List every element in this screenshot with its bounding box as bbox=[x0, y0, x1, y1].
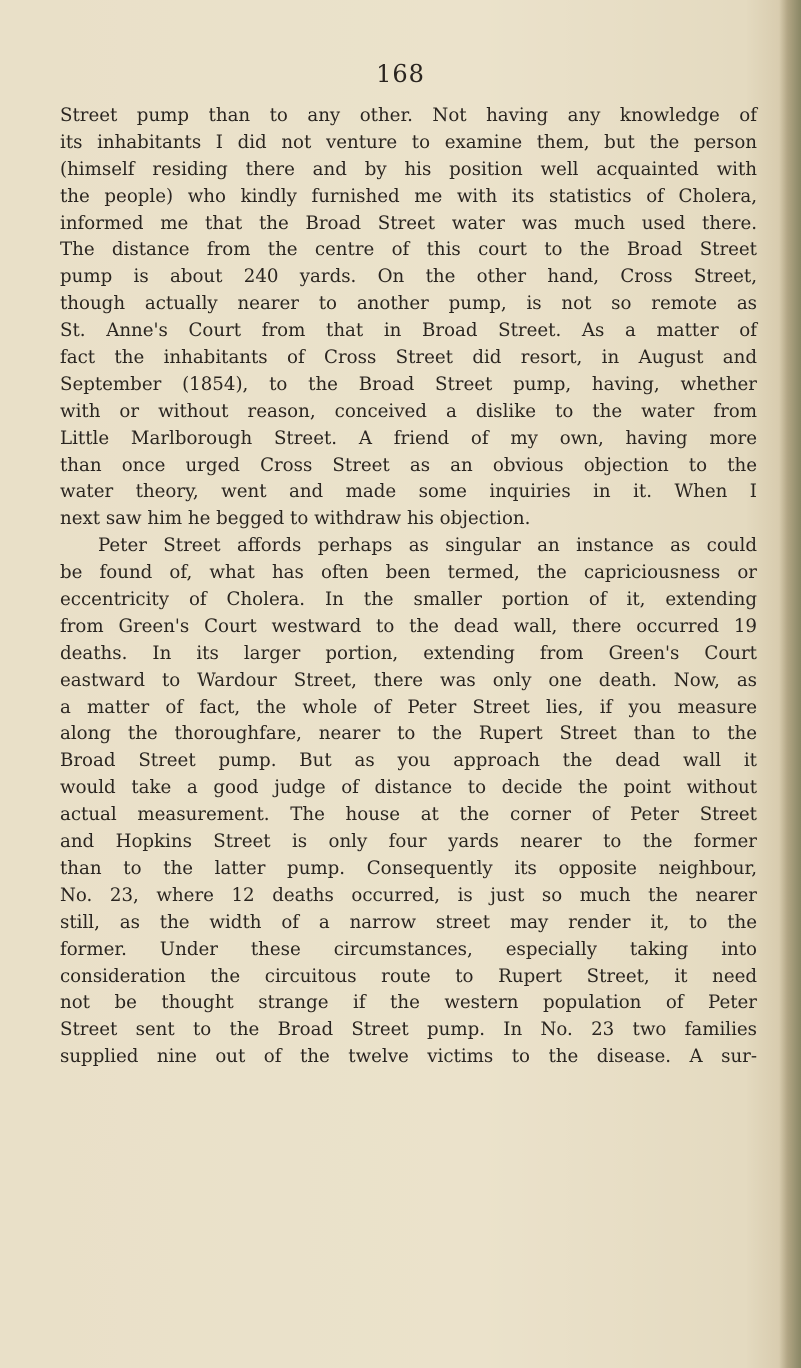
text-line: fact the inhabitants of Cross Street did resort, in August and bbox=[60, 347, 757, 369]
text-line: along the thoroughfare, nearer to the Rupert Street than to the bbox=[60, 723, 757, 745]
text-line: and Hopkins Street is only four yards nearer to the former bbox=[60, 831, 757, 853]
text-line: The distance from the centre of this court to the Broad Street bbox=[60, 239, 757, 261]
text-line: water theory, went and made some inquiries in it. When I bbox=[60, 481, 757, 503]
text-line: not be thought strange if the western population of Peter bbox=[60, 992, 757, 1014]
text-line: the people) who kindly furnished me with its statistics of Cholera, bbox=[60, 185, 757, 207]
text-line: St. Anne's Court from that in Broad Street. As a matter of bbox=[60, 320, 757, 342]
page-edge-shadow bbox=[779, 0, 801, 1368]
text-line: former. Under these circumstances, especially taking into bbox=[60, 938, 757, 960]
body-text bbox=[60, 103, 757, 1071]
text-line: Little Marlborough Street. A friend of my own, having more bbox=[60, 427, 757, 449]
text-line: eccentricity of Cholera. In the smaller portion of it, extending bbox=[60, 589, 757, 611]
text-line: supplied nine out of the twelve victims to the disease. A sur- bbox=[60, 1046, 757, 1068]
text-line: than once urged Cross Street as an obvious objection to the bbox=[60, 454, 757, 476]
text-line: No. 23, where 12 deaths occurred, is just so much the nearer bbox=[60, 884, 757, 906]
text-line: eastward to Wardour Street, there was only one death. Now, as bbox=[60, 669, 757, 691]
text-line: Peter Street affords perhaps as singular an instance as could bbox=[98, 535, 757, 557]
text-line: its inhabitants I did not venture to examine them, but the person bbox=[60, 131, 757, 153]
text-line: Street pump than to any other. Not having any knowledge of bbox=[60, 105, 757, 126]
text-line: next saw him he begged to withdraw his objection. bbox=[60, 508, 531, 530]
text-line: would take a good judge of distance to decide the point without bbox=[60, 777, 757, 799]
text-line: actual measurement. The house at the corner of Peter Street bbox=[60, 804, 757, 826]
page-number: 168 bbox=[376, 60, 425, 88]
text-line: Street sent to the Broad Street pump. In No. 23 two families bbox=[60, 1019, 757, 1041]
text-line: a matter of fact, the whole of Peter Street lies, if you measure bbox=[60, 696, 757, 718]
text-line: be found of, what has often been termed, the capriciousness or bbox=[60, 562, 757, 584]
text-line: from Green's Court westward to the dead wall, there occurred 19 bbox=[60, 615, 757, 637]
text-line: still, as the width of a narrow street may render it, to the bbox=[60, 911, 757, 933]
text-line: September (1854), to the Broad Street pump, having, whether bbox=[60, 373, 757, 395]
text-line: with or without reason, conceived a dislike to the water from bbox=[60, 400, 757, 422]
text-line: Broad Street pump. But as you approach the dead wall it bbox=[60, 750, 757, 772]
text-line: informed me that the Broad Street water was much used there. bbox=[60, 212, 757, 234]
text-line: (himself residing there and by his position well acquainted with bbox=[60, 158, 757, 180]
text-line: consideration the circuitous route to Rupert Street, it need bbox=[60, 965, 757, 987]
text-line: pump is about 240 yards. On the other hand, Cross Street, bbox=[60, 266, 757, 288]
text-line: than to the latter pump. Consequently its opposite neighbour, bbox=[60, 857, 757, 879]
text-line: though actually nearer to another pump, is not so remote as bbox=[60, 293, 757, 315]
text-line: deaths. In its larger portion, extending from Green's Court bbox=[60, 642, 757, 664]
